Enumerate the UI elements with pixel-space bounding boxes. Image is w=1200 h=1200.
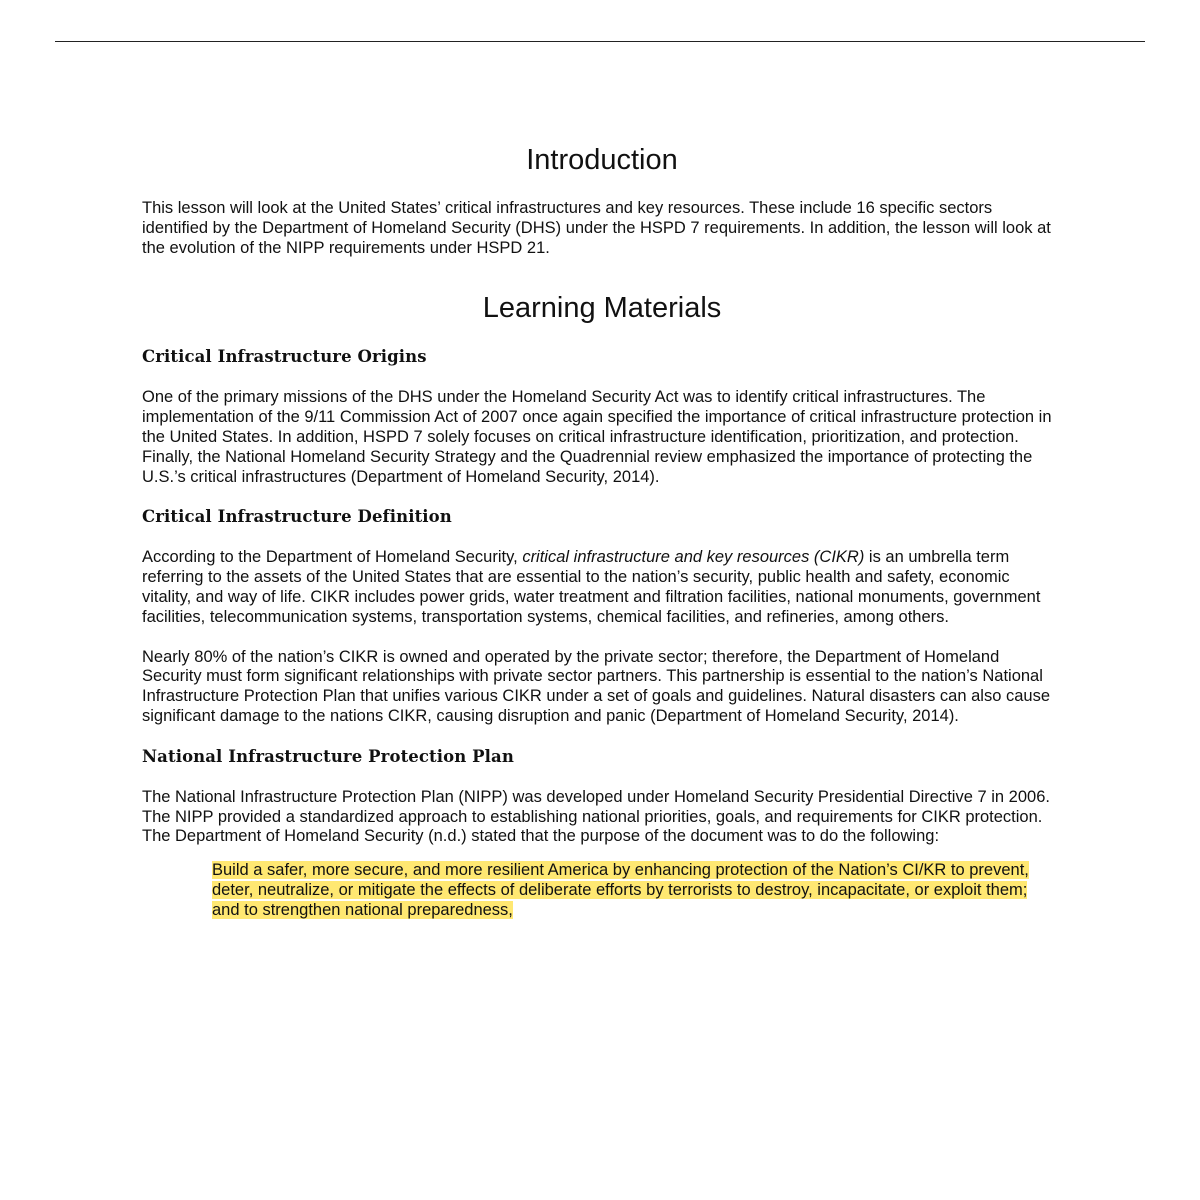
cikr-term: critical infrastructure and key resources (CIKR) (522, 548, 865, 567)
origins-section (142, 347, 1062, 487)
definition-lead: According to the Department of Homeland Security, (142, 548, 523, 567)
definition-heading: Critical Infrastructure Definition (142, 507, 452, 527)
origins-paragraph: One of the primary missions of the DHS under the Homeland Security Act was to identify critical infrastructures. The implementation of the 9/11 Commission Act of 2007 once again specified the importance of critical infrastructure protection in the United States. In addition, HSPD 7 solely focuses on critical infrastructure identification, prioritization, and protection. Finally, the National Homeland Security Strategy and the Quadrennial review emphasized the importance of protecting the U.S.’s critical infrastructures (Department of Homeland Security, 2014). (142, 388, 1052, 486)
highlighted-quote-text: Build a safer, more secure, and more resilient America by enhancing protection of the Nation’s CI/KR to prevent, deter, neutralize, or mitigate the effects of deliberate efforts by terrorists to destroy, incapacitate, or exploit them; and to strengthen national preparedness, (212, 861, 1029, 919)
document-body (142, 140, 1062, 921)
definition-section (142, 507, 1062, 726)
nipp-paragraph: The National Infrastructure Protection Plan (NIPP) was developed under Homeland Security Presidential Directive 7 in 2006. The NIPP provided a standardized approach to establishing national priorities, goals, and requirements for CIKR protection. The Department of Homeland Security (n.d.) stated that the purpose of the document was to do the following: (142, 787, 1050, 846)
learning-materials-heading: Learning Materials (482, 292, 722, 325)
nipp-heading: National Infrastructure Protection Plan (142, 746, 514, 766)
nipp-section (142, 747, 1062, 921)
definition-paragraph-1 (142, 548, 1062, 627)
definition-paragraph-2: Nearly 80% of the nation’s CIKR is owned and operated by the private sector; therefore, the Department of Homeland Security must form significant relationships with private sector partners. This partnership is essential to the nation’s National Infrastructure Protection Plan that unifies various CIKR under a set of goals and guidelines. Natural disasters can also cause significant damage to the nations CIKR, causing disruption and panic (Department of Homeland Security, 2014). (142, 647, 1050, 725)
introduction-paragraph: This lesson will look at the United States’ critical infrastructures and key resources. These include 16 specific sectors identified by the Department of Homeland Security (DHS) under the HSPD 7 requirements. In addition, the lesson will look at the evolution of the NIPP requirements under HSPD 21. (142, 199, 1051, 257)
introduction-heading: Introduction (526, 144, 678, 176)
definition-rest: is an umbrella term referring to the assets of the United States that are essential to the nation’s security, public health and safety, economic vitality, and way of life. CIKR includes power grids, water treatment and filtration facilities, national monuments, government facilities, telecommunication systems, transportation systems, chemical facilities, and refineries, among others. (142, 548, 1041, 626)
header-rule (55, 41, 1145, 42)
origins-heading: Critical Infrastructure Origins (142, 347, 427, 367)
nipp-quote (212, 861, 1042, 920)
